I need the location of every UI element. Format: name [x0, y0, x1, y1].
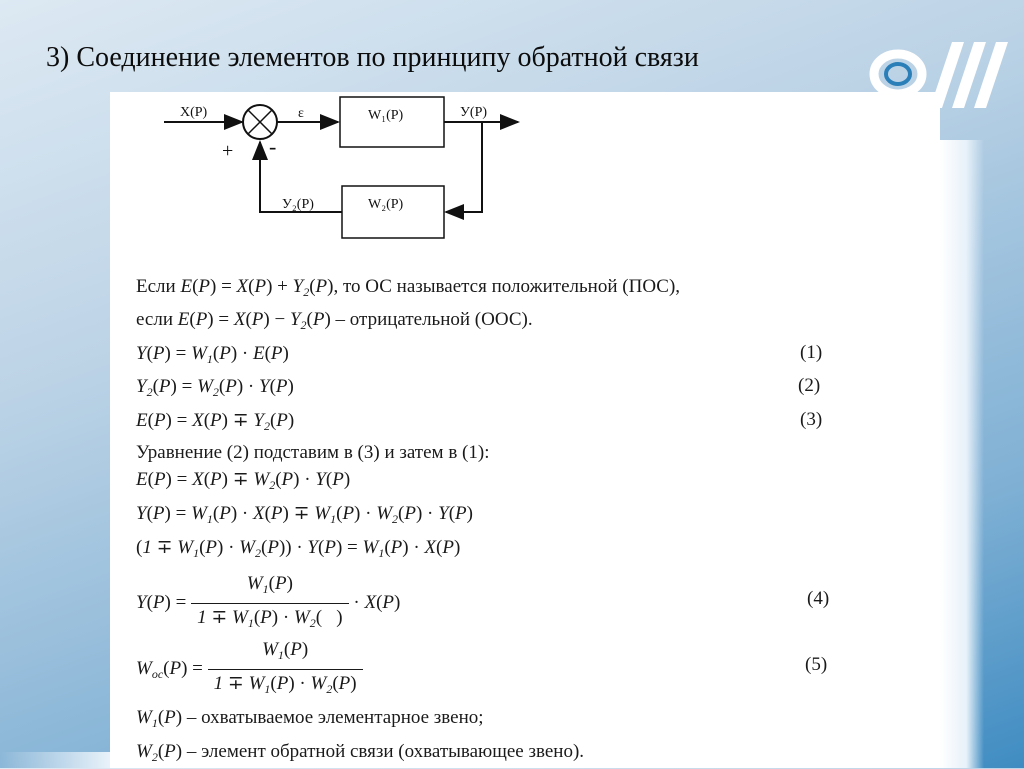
decorative-swoosh — [0, 752, 110, 768]
decorative-strip — [940, 140, 984, 768]
negative-feedback-line: если $E(P) = X(P) - Y_2(P)$ – отрицательной (ООС). — [136, 309, 533, 332]
epsilon-label: ε — [298, 106, 304, 121]
block-w1-label: W₁(P) — [368, 108, 404, 123]
w1-definition: $W_1(P)$ – охватываемое элементарное звено; — [136, 707, 484, 730]
w2-definition: $W_2(P)$ – элемент обратной связи (охватывающее звено). — [136, 741, 585, 764]
equation-5: $W_{oc}(P)$ = $\frac{W_1(P)}{1 \mp W_1(P) \cdot W_2(P)}$ — [136, 638, 363, 701]
plus-sign: + — [222, 140, 234, 162]
equation-substituted-y: $Y(P) = W_1(P) \cdot X(P) \mp W_1(P) \cdot W_2(P) \cdot Y(P)$ — [136, 503, 473, 526]
slide-title: 3) Соединение элементов по принципу обратной связи — [46, 42, 699, 73]
substitution-text: Уравнение (2) подставим в (3) и затем в (1): — [136, 442, 490, 463]
feedback-signal-label: У₂(P) — [282, 197, 314, 212]
positive-feedback-line: Если $E(P) = X(P) + Y_2(P)$, то ОС называется положительной (ПОС), — [136, 276, 681, 299]
equation-number-5: (5) — [805, 654, 828, 675]
equation-number-3: (3) — [800, 409, 823, 430]
equation-number-2: (2) — [798, 375, 821, 396]
equation-grouped: $(1 \mp W_1(P) \cdot W_2(P)) \cdot Y(P) = W_1(P) \cdot X(P)$ — [136, 537, 461, 560]
block-w2-label: W₂(P) — [368, 197, 404, 212]
block-w2 — [342, 186, 444, 238]
equation-3: $E(P) = X(P) \mp Y_2(P)$ — [136, 410, 295, 433]
output-label: У(P) — [460, 105, 488, 120]
feedback-arrow — [446, 122, 482, 212]
slide-content — [110, 92, 940, 768]
fraction-4: $\frac{W_1(P)}{1 \mp W_1(P) \cdot W_2( )}$ — [191, 572, 349, 635]
minus-sign: - — [269, 134, 277, 159]
equation-number-1: (1) — [800, 342, 823, 363]
equation-substituted-e: $E(P) = X(P) \mp W_2(P) \cdot Y(P)$ — [136, 469, 351, 492]
equation-2: $Y_2(P) = W_2(P) \cdot Y(P)$ — [136, 376, 294, 399]
equation-number-4: (4) — [807, 588, 830, 609]
equation-4: Y(P) = $\frac{W_1(P)}{1 \mp W_1(P) \cdot W_2( )}$ · X(P) — [136, 572, 400, 635]
equation-1: $Y(P) = W_1(P) \cdot E(P)$ — [136, 343, 289, 366]
input-label: X(P) — [180, 105, 208, 120]
feedback-block-diagram — [110, 92, 940, 252]
fraction-5: $\frac{W_1(P)}{1 \mp W_1(P) \cdot W_2(P)}$ — [208, 638, 363, 701]
